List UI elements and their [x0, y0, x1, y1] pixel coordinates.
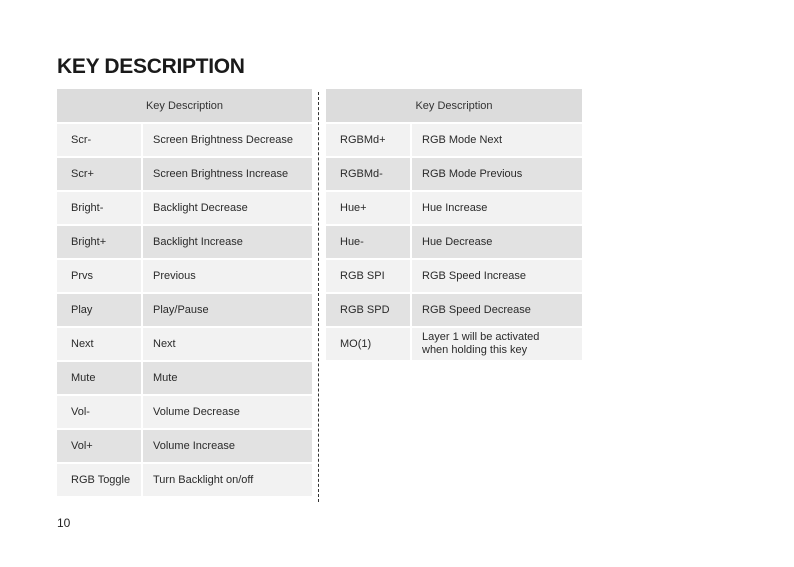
- key-cell: Bright-: [57, 192, 143, 226]
- key-cell: Scr-: [57, 124, 143, 158]
- description-cell: Volume Decrease: [143, 396, 312, 430]
- key-table-left: [57, 89, 312, 498]
- key-cell: Scr+: [57, 158, 143, 192]
- key-cell: Next: [57, 328, 143, 362]
- table-header: Key Description: [57, 89, 312, 124]
- description-cell: RGB Speed Decrease: [412, 294, 582, 328]
- table-row: [57, 430, 312, 464]
- description-cell: RGB Mode Previous: [412, 158, 582, 192]
- description-cell: Volume Increase: [143, 430, 312, 464]
- table-row: [326, 226, 582, 260]
- key-cell: RGB Toggle: [57, 464, 143, 498]
- table-row: [326, 294, 582, 328]
- description-cell: Screen Brightness Increase: [143, 158, 312, 192]
- description-cell: Backlight Increase: [143, 226, 312, 260]
- column-divider: [318, 92, 319, 502]
- key-cell: Vol+: [57, 430, 143, 464]
- key-cell: RGB SPD: [326, 294, 412, 328]
- key-cell: Hue-: [326, 226, 412, 260]
- table-row: [57, 294, 312, 328]
- key-table-right: [326, 89, 582, 362]
- table-row: [57, 260, 312, 294]
- table-row: [57, 328, 312, 362]
- description-cell: [412, 328, 582, 362]
- table-row: [57, 226, 312, 260]
- table-row: [326, 260, 582, 294]
- description-cell: Play/Pause: [143, 294, 312, 328]
- table-row: [57, 396, 312, 430]
- table-row: [326, 192, 582, 226]
- description-cell: Hue Increase: [412, 192, 582, 226]
- table-row: [326, 124, 582, 158]
- description-line: when holding this key: [422, 344, 528, 356]
- description-cell: Previous: [143, 260, 312, 294]
- description-cell: RGB Mode Next: [412, 124, 582, 158]
- description-cell: Backlight Decrease: [143, 192, 312, 226]
- description-line: Layer 1 will be activated: [422, 331, 540, 343]
- key-cell: RGBMd+: [326, 124, 412, 158]
- key-cell: Hue+: [326, 192, 412, 226]
- key-cell: Bright+: [57, 226, 143, 260]
- description-cell: Screen Brightness Decrease: [143, 124, 312, 158]
- key-cell: Mute: [57, 362, 143, 396]
- key-cell: Prvs: [57, 260, 143, 294]
- table-row: [326, 158, 582, 192]
- table-header: Key Description: [326, 89, 582, 124]
- table-row: [57, 124, 312, 158]
- description-cell: Mute: [143, 362, 312, 396]
- key-cell: Vol-: [57, 396, 143, 430]
- page-number: 10: [57, 516, 71, 530]
- description-cell: Hue Decrease: [412, 226, 582, 260]
- description-cell: RGB Speed Increase: [412, 260, 582, 294]
- table-row: [57, 158, 312, 192]
- table-row: [57, 362, 312, 396]
- page-title: KEY DESCRIPTION: [57, 55, 245, 78]
- table-row: [57, 464, 312, 498]
- description-cell: Turn Backlight on/off: [143, 464, 312, 498]
- table-row: [326, 328, 582, 362]
- table-row: [57, 192, 312, 226]
- key-cell: RGB SPI: [326, 260, 412, 294]
- key-cell: RGBMd-: [326, 158, 412, 192]
- key-cell: Play: [57, 294, 143, 328]
- description-cell: Next: [143, 328, 312, 362]
- key-cell: MO(1): [326, 328, 412, 362]
